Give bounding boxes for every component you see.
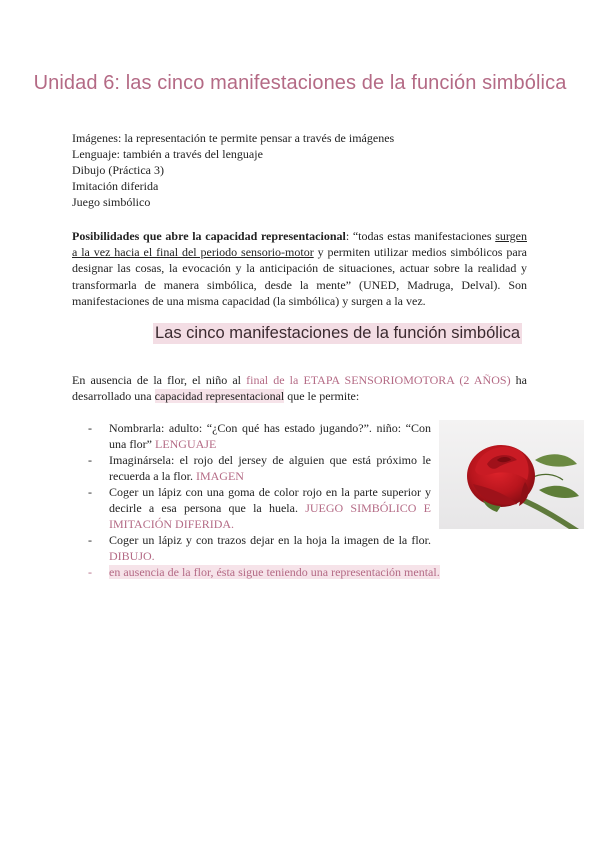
paragraph-underlined: surgen a la vez hacia el final del periodo sensorio-motor [72,229,527,260]
bullet-text [109,420,431,452]
lead-stage-label: final de la ETAPA SENSORIOMOTORA (2 AÑOS) [246,373,511,387]
lead-text-2: ha desarrollado una [72,373,528,403]
intro-item-imitacion: Imitación diferida [72,179,159,193]
bullet-body: Imaginársela: el rojo del jersey de alguien que está próximo le recuerda a la flor. [109,453,431,483]
representational-paragraph [72,228,527,309]
list-item [88,484,431,532]
paragraph-text-2: y permiten utilizar medios simbólicos para designar las cosas, la evocación y la anticipación de situaciones, actuar sobre la realidad y transformarla de manera simbólica, desde la mente” (UNED, Madruga, Delval). Son manifestaciones de una misma capacidad (la simbólica) y surgen a la vez. [72,245,527,308]
bullet-tag: en ausencia de la flor, ésta sigue teniendo una representación mental. [109,565,440,579]
paragraph-bold-lead: Posibilidades que abre la capacidad representacional [72,229,346,243]
bullet-text [109,452,431,484]
lead-highlight: capacidad representacional [154,389,285,403]
bullet-tag: DIBUJO. [109,549,155,563]
bullet-tag: JUEGO SIMBÓLICO E IMITACIÓN DIFERIDA. [109,501,431,531]
intro-item-dibujo: Dibujo (Práctica 3) [72,163,164,177]
bullet-dash: - [88,453,92,467]
intro-item-juego: Juego simbólico [72,195,151,209]
bullet-dash: - [88,485,92,499]
page-title: Unidad 6: las cinco manifestaciones de la función simbólica [33,72,567,94]
intro-list [72,130,394,210]
list-item [88,532,431,564]
intro-item-imagenes: Imágenes: la representación te permite pensar a través de imágenes [72,131,395,145]
lead-text-3: que le permite: [284,389,360,403]
list-item [88,420,431,452]
bullet-body: Coger un lápiz con una goma de color rojo en la parte superior y decirle a esa persona que la huela. [109,485,431,515]
lead-text-1: En ausencia de la flor, el niño al [72,373,247,387]
lead-paragraph [72,372,527,404]
bullet-tag: LENGUAJE [154,437,217,451]
bullet-text [109,484,431,532]
bullet-text [109,564,443,580]
list-item [88,452,431,484]
section-title: Las cinco manifestaciones de la función simbólica [155,324,521,342]
bullet-text [109,532,431,564]
paragraph-text-1: : “todas estas manifestaciones [345,229,496,243]
bullet-body: Nombrarla: adulto: “¿Con qué has estado jugando?”. niño: “Con una flor” [109,421,431,451]
bullet-tag: IMAGEN [195,469,244,483]
bullet-list [88,420,440,580]
bullet-dash: - [88,533,92,547]
intro-item-lenguaje: Lenguaje: también a través del lenguaje [72,147,263,161]
bullet-dash: - [88,421,92,435]
bullet-dash: - [88,565,92,579]
rose-illustration [439,420,584,529]
bullet-body: Coger un lápiz y con trazos dejar en la hoja la imagen de la flor. [109,533,431,547]
red-rose-image [439,420,584,529]
list-item [88,564,443,580]
